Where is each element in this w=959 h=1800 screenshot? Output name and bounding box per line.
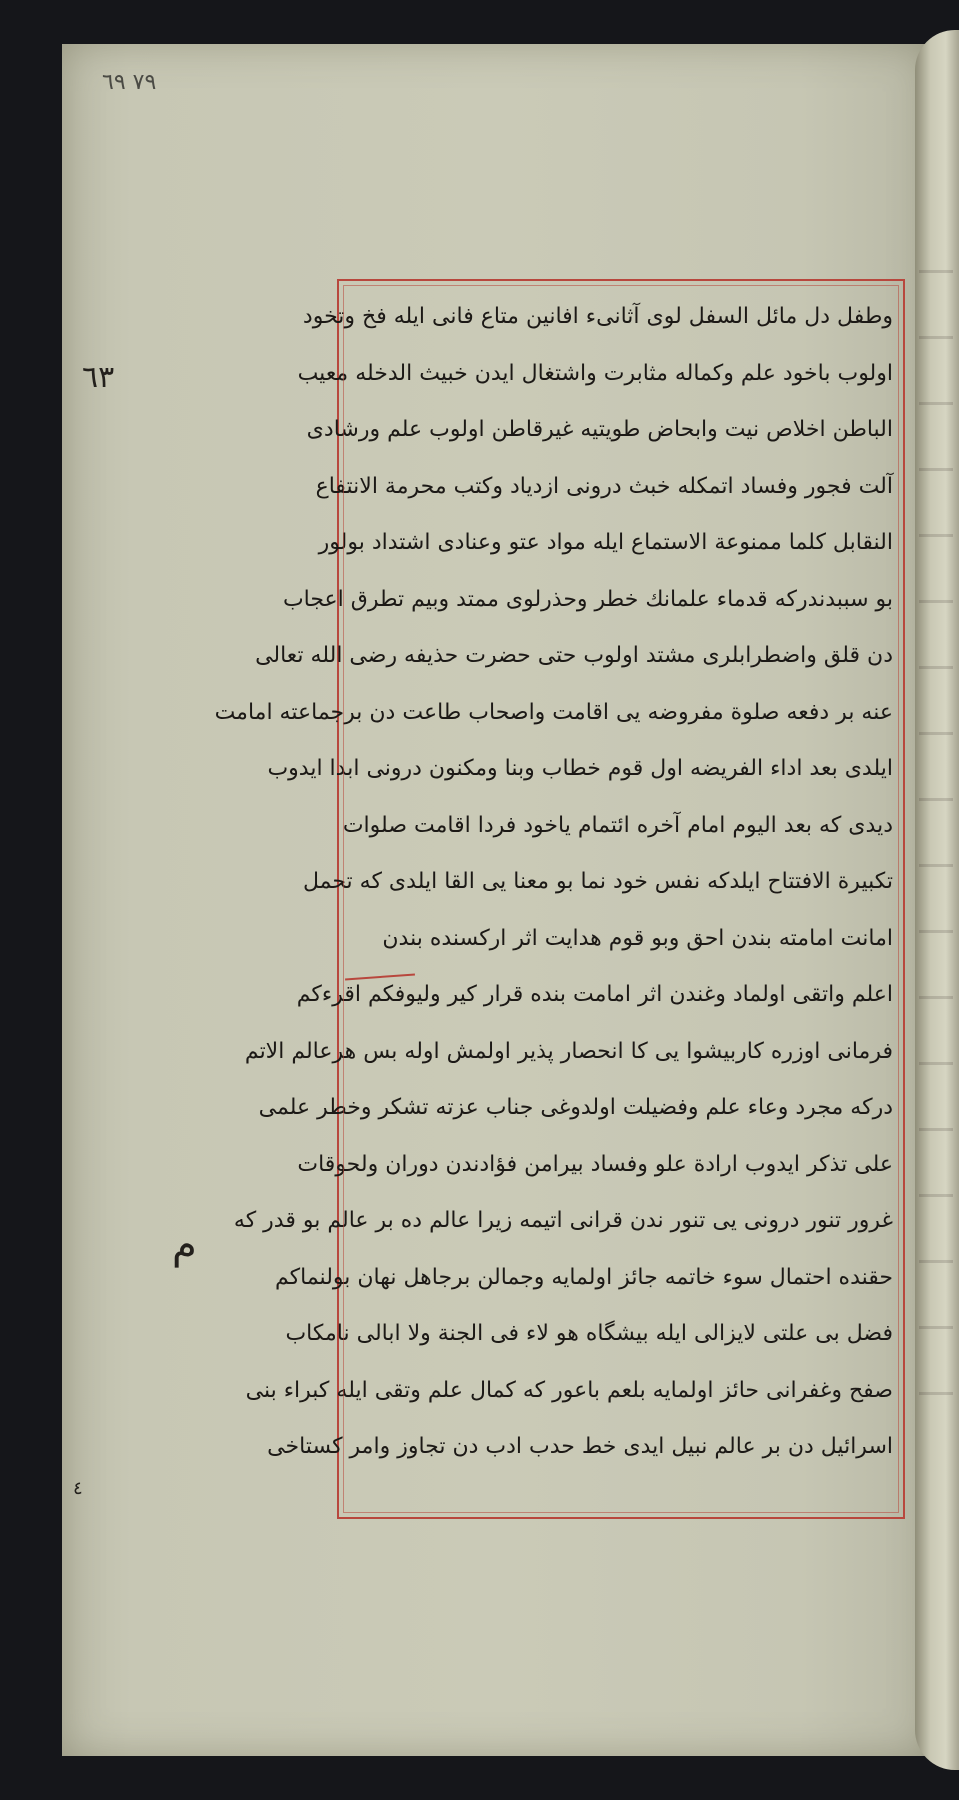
text-line: حقنده احتمال سوء خاتمه جائز اولمایه وجمالن برجاهل نهان بولنماكم	[275, 1264, 893, 1290]
text-line: علی تذكر ایدوب ارادة علو وفساد بیرامن فؤادندن دوران ولحوقات	[297, 1151, 893, 1177]
margin-note: ٤	[73, 1478, 83, 1499]
text-line: بو سببدندركه قدماء علمانك خطر وحذرلوی ممتد وبیم تطرق اعجاب	[282, 586, 893, 612]
text-line: الباطن اخلاص نیت وابحاض طویتیه غیرقاطن اولوب علم ورشادی	[306, 417, 893, 442]
text-line: اولوب باخود علم وكماله مثابرت واشتغال ایدن خبیث الدخله معیب	[297, 360, 893, 386]
text-block	[214, 281, 903, 1517]
text-line: صفح وغفرانی حائز اولمایه بلعم باعور كه كمال علم وتقی ایله كبراء بنی	[245, 1377, 893, 1403]
text-line: تكبیرة الافتتاح ایلدكه نفس خود نما بو معنا یی القا ایلدی كه تحمل	[302, 869, 893, 894]
text-line: دركه مجرد وعاء علم وفضیلت اولدوغی جناب عزته تشكر وخطر علمی	[258, 1095, 893, 1120]
text-line: عنه بر دفعه صلوة مفروضه یی اقامت واصحاب طاعت دن برجماعته امامت	[214, 699, 893, 725]
text-line: وطفل دل مائل السفل لوی آثانیء افانین متاع فانی ایله فخ وتخود	[302, 304, 893, 329]
text-line: فضل بی علتی لایزالی ایله بیشگاه هو لاء فی الجنة ولا ابالی نامكاب	[285, 1321, 893, 1346]
margin-note: ٦٣	[82, 360, 115, 395]
text-line: النقابل كلما ممنوعة الاستماع ایله مواد عتو وعنادی اشتداد بولور	[318, 530, 893, 555]
folio-number: ٧٩ ٦٩	[102, 70, 157, 95]
text-line: دن قلق واضطرابلری مشتد اولوب حتی حضرت حذیفه رضی الله تعالی	[255, 643, 893, 668]
text-line: آلت فجور وفساد اتمكله خبث درونی ازدیاد وكتب محرمة الانتفاع	[315, 473, 893, 499]
text-line: امانت امامته بندن احق وبو قوم هدایت اثر اركسنده بندن	[382, 925, 893, 951]
next-page-text	[919, 270, 953, 1420]
text-frame	[214, 279, 905, 1519]
text-line: ایلدی بعد اداء الفریضه اول قوم خطاب وبنا ومكنون درونی ابدا ایدوب	[267, 756, 893, 781]
text-line: فرمانی اوزره كاربیشوا یی كا انحصار پذیر اولمش اوله بس هرعالم الاتم	[244, 1038, 893, 1064]
text-line: دیدی كه بعد الیوم امام آخره ائتمام یاخود فردا اقامت صلوات	[342, 812, 893, 838]
next-page-edge	[915, 30, 959, 1770]
text-line: اسرائیل دن بر عالم نبیل ایدی خط حدب ادب دن تجاوز وامر كستاخی	[267, 1434, 893, 1459]
text-line: غرور تنور درونی یی تنور ندن قرانی اتیمه زیرا عالم ده بر عالم بو قدر كه	[233, 1208, 893, 1233]
margin-note: م	[172, 1222, 197, 1268]
text-line: اعلم واتقی اولماد وغندن اثر امامت بنده قرار كیر ولیوفكم اقرءكم	[296, 982, 893, 1007]
